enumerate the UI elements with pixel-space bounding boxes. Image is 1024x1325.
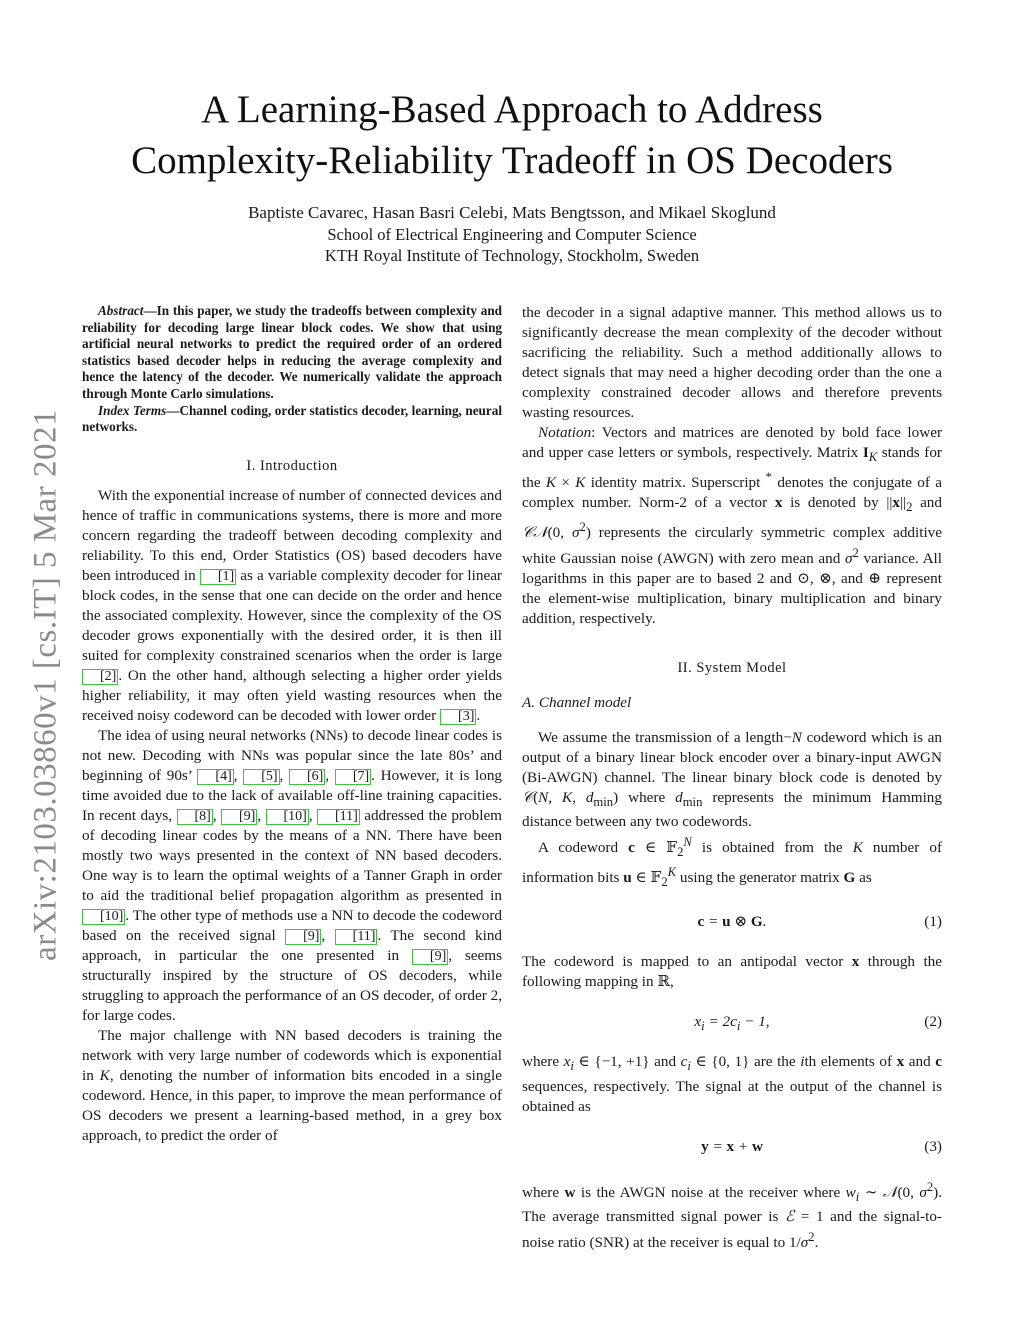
intro-paragraph-1: With the exponential increase of number of connected devices and hence of traffic in communications systems, there is more and more concern regarding the tradeoff between decoding complexity and reliability. To this end, Order Statistics (OS) based decoders have been introduced in [1] as a variable complexity decoder for linear block codes, in the sense that one can decide on the order and hence the associated complexity. However, since the complexity of the OS decoder grows exponentially with the desired order, it is then ill suited for complexity constrained scenarios when the order is large [2] . On the other hand, although selecting a higher order yields higher reliability, it may often yield wasting resources when the received noisy codeword can be decoded with lower order [3] . [82,486,502,724]
paper-title [0,84,1024,186]
channel-paragraph-2: A codeword c ∈ 𝔽$_2^N$ is obtained from the K number of information bits u ∈ 𝔽$_2^K$ using the generator matrix G as [522,835,943,890]
notation-label: Notation [538,424,592,441]
arxiv-identifier: arXiv:2103.03860v1 [cs.IT] 5 Mar 2021 [27,409,64,961]
citation-link[interactable]: [9] [221,809,257,825]
author-block [0,202,1024,266]
citation-link[interactable]: [3] [440,709,476,725]
citation-link[interactable]: [11] [317,809,360,825]
channel-paragraph-1: We assume the transmission of a length−N codeword which is an output of a binary linear block encoder over a binary-input AWGN (Bi-AWGN) channel. The linear binary block code is denoted by 𝒞(N, K, $d_{min}$) where $d_{min}$ represents the minimum Hamming distance between any two codewords. [522,729,942,831]
index-terms [82,403,502,436]
equation-number: (1) [924,913,942,931]
citation-link[interactable]: [5] [243,769,279,785]
index-terms-label: Index Terms [98,402,167,418]
equation-number: (2) [924,1013,942,1031]
citation-link[interactable]: [10] [266,809,309,825]
affiliation-school: School of Electrical Engineering and Computer Science [327,225,697,244]
citation-link[interactable]: [6] [289,769,325,785]
notation-paragraph: Notation: Vectors and matrices are denoted by bold face lower and upper case letters or symbols, respectively. Matrix $I_K$ stands for the K × K identity matrix. Superscript * denotes the conjugate of a complex number. Norm-2 of a vector x is denoted by $||x||_2$ and 𝒞𝒩(0, $\sigma^2$) represents the circularly symmetric complex additive white Gaussian noise (AWGN) with zero mean and $\sigma^2$ variance. All logarithms in this paper are to based 2 and ⊙, ⊗, and ⊕ represent the element-wise multiplication, binary multiplication and binary addition, respectively. [522,424,942,628]
citation-link[interactable]: [9] [412,949,448,965]
noise-paragraph: where w is the AWGN noise at the receiver where $w_i$ ∼ 𝒩(0, $\sigma^2$). The average transmitted signal power is ℰ = 1 and the signal-to-noise ratio (SNR) at the receiver is equal to $1/\sigma^2$. [522,1179,942,1251]
citation-link[interactable]: [1] [200,569,236,585]
title-line: A Learning-Based Approach to Address [201,88,823,131]
citation-link[interactable]: [4] [197,769,233,785]
citation-link[interactable]: [11] [335,929,378,945]
citation-link[interactable]: [9] [285,929,321,945]
equation-1 [522,912,942,932]
intro-paragraph-2: The idea of using neural networks (NNs) to decode linear codes is not new. Decoding with NNs was popular since the late 80s’ and beginning of 90s’ [4] , [5] , [6] , [7] . However, it is long time avoided due to the lack of available off-line training capacities. In recent days, [8] , [9] , [10] , [11] addressed the problem of decoding linear codes by the means of a NN. There have been mostly two ways presented in the context of NN based decoders. One way is to learn the optimal weights of a Tanner Graph in order to aid the traditional belief propagation algorithm as presented in [10] . The other type of methods use a NN to decode the codeword based on the received signal [9] , [11] . The second kind approach, in particular the one presented in [9] , seems structurally inspired by the structure of OS decoders, while struggling to approach the performance of an OS decoder, of order 2, for large codes. [82,726,503,1024]
section-heading-introduction: I. Introduction [246,457,338,474]
subsection-heading-channel-model: A. Channel model [522,694,632,712]
title-line: Complexity-Reliability Tradeoff in OS Decoders [131,139,893,182]
equation-2 [522,1012,942,1032]
equation-2-expression: $x_i = 2c_i - 1$, [694,1013,770,1034]
equation-3 [522,1137,942,1157]
equation-3-expression: y = x + w [701,1137,763,1155]
equation-1-expression: c = u ⊗ G. [697,913,767,931]
abstract-label: Abstract [98,303,144,318]
citation-link[interactable]: [2] [82,669,118,685]
section-heading-system-model: II. System Model [677,660,787,677]
left-column [82,303,502,1146]
intro-paragraph-3: The major challenge with NN based decoders is training the network with very large number of codewords which is exponential in K, denoting the number of information bits encoded in a single codeword. Hence, in this paper, to improve the mean performance of OS decoders we present a learning-based method, in a grey box approach, to predict the order of [82,1026,502,1144]
affiliation-institute: KTH Royal Institute of Technology, Stockholm, Sweden [324,246,700,265]
mapping-paragraph: The codeword is mapped to an antipodal vector x through the following mapping in ℝ, [522,953,943,991]
right-column [522,303,942,1253]
equation-number: (3) [924,1137,942,1155]
citation-link[interactable]: [7] [335,769,371,785]
index-terms-text: —Channel coding, order statistics decoder, learning, neural networks. [82,402,503,435]
abstract-text: —In this paper, we study the tradeoffs between complexity and reliability for decoding large linear block codes. We show that using artificial neural networks to predict the required order of an ordered statistics based decoder helps in reducing the average complexity and hence the latency of the decoder. We numerically validate the approach through Monte Carlo simulations. [82,303,502,401]
element-paragraph: where $x_i$ ∈ {−1, +1} and $c_i$ ∈ {0, 1} are the ith elements of x and c sequences, respectively. The signal at the output of the channel is obtained as [522,1053,942,1115]
citation-link[interactable]: [10] [82,909,125,925]
intro-paragraph-3-cont: the decoder in a signal adaptive manner. This method allows us to significantly decrease the mean complexity of the decoder without sacrificing the reliability. Such a method additionally allows to detect signals that may need a higher decoding order than the one a complexity constrained decoder allows and therefore prevents wasting resources. [522,304,942,421]
abstract [82,303,502,403]
citation-link[interactable]: [8] [177,809,213,825]
author-names: Baptiste Cavarec, Hasan Basri Celebi, Mats Bengtsson, and Mikael Skoglund [248,203,776,222]
